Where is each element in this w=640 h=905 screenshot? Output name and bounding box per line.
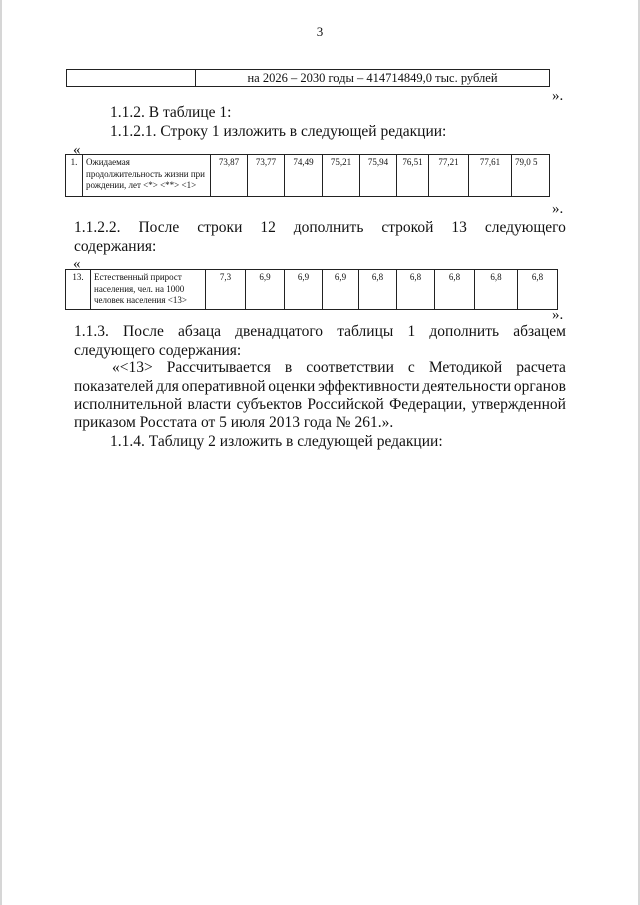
open-quote: « <box>73 142 81 158</box>
word: расчета <box>516 359 566 376</box>
word: таблицы <box>337 323 394 340</box>
value-cell: 6,9 <box>285 270 323 310</box>
note-13-line-1 <box>112 359 566 377</box>
value-cell: 6,8 <box>397 270 435 310</box>
value-cell: 6,8 <box>359 270 397 310</box>
item-1-1-2: 1.1.2. В таблице 1: <box>110 104 232 121</box>
word: После <box>123 323 164 340</box>
word: с <box>407 359 415 376</box>
word: Федерации, <box>389 396 467 413</box>
value-cell: 77,61 <box>469 155 512 197</box>
close-quote: ». <box>552 201 564 217</box>
word: двенадцатого <box>235 323 324 340</box>
note-13-line-2 <box>74 378 566 396</box>
item-1-1-4: 1.1.4. Таблицу 2 изложить в следующей редакции: <box>110 433 443 450</box>
note-13-line-4: приказом Росстата от 5 июля 2013 года № 261.». <box>74 414 394 431</box>
word: следующего <box>484 219 566 236</box>
word: для <box>156 378 179 395</box>
word: 1.1.2.2. <box>74 219 121 236</box>
indicator-label: Естественный прирост населения, чел. на 1000 человек населения <13> <box>91 270 206 310</box>
word: показателей <box>74 378 154 395</box>
item-1-1-2-1: 1.1.2.1. Строку 1 изложить в следующей редакции: <box>110 123 447 140</box>
word: Рассчитывается <box>166 359 271 376</box>
word: После <box>138 219 180 236</box>
word: эффективности <box>318 378 420 395</box>
word: утвержденной <box>471 396 566 413</box>
row-number: 13. <box>66 270 91 310</box>
page-number: 3 <box>316 24 324 39</box>
value-cell: 74,49 <box>285 155 323 197</box>
indicator-label: Ожидаемая продолжительность жизни при рождении, лет <*> <**> <1> <box>83 155 211 197</box>
value-cell: 73,77 <box>248 155 285 197</box>
value-cell: 77,21 <box>429 155 469 197</box>
word: власти <box>187 396 232 413</box>
item-1-1-2-2 <box>74 219 566 237</box>
value-cell: 75,21 <box>323 155 360 197</box>
value-cell: 6,9 <box>323 270 359 310</box>
word: деятельности <box>422 378 512 395</box>
open-quote: « <box>73 256 81 272</box>
word: Методикой <box>428 359 503 376</box>
word: абзацем <box>513 323 566 340</box>
value-cell: 6,8 <box>435 270 475 310</box>
word: субъектов <box>236 396 303 413</box>
value-cell: 7,3 <box>206 270 246 310</box>
funding-line: на 2026 – 2030 годы – 414714849,0 тыс. рублей <box>247 71 498 85</box>
word: 13 <box>451 219 467 236</box>
word: дополнить <box>293 219 364 236</box>
value-cell: 73,87 <box>211 155 248 197</box>
word: строкой <box>381 219 434 236</box>
word: «<13> <box>112 359 153 376</box>
value-cell: 79,0 5 <box>512 155 550 197</box>
word: 1 <box>407 323 416 340</box>
value-cell: 76,51 <box>397 155 429 197</box>
word: Российской <box>307 396 384 413</box>
value-cell: 6,8 <box>475 270 518 310</box>
word: органов <box>513 378 566 395</box>
word: в <box>284 359 293 376</box>
item-1-1-3-tail: следующего содержания: <box>74 342 242 359</box>
item-1-1-2-2-tail: содержания: <box>74 238 157 255</box>
close-quote: ». <box>552 88 564 104</box>
word: оперативной <box>181 378 266 395</box>
note-13-line-3 <box>74 396 566 414</box>
word: 1.1.3. <box>74 323 109 340</box>
funding-table-row <box>66 69 550 87</box>
word: строки <box>197 219 243 236</box>
word: исполнительной <box>74 396 183 413</box>
word: соответствии <box>306 359 394 376</box>
value-cell: 75,94 <box>360 155 397 197</box>
value-cell: 6,8 <box>518 270 558 310</box>
word: абзаца <box>178 323 221 340</box>
table-row-13 <box>65 269 558 310</box>
item-1-1-3 <box>74 323 566 341</box>
word: 12 <box>260 219 276 236</box>
word: оценки <box>268 378 316 395</box>
row-number: 1. <box>66 155 83 197</box>
table-row-1 <box>65 154 550 197</box>
close-quote: ». <box>552 307 564 323</box>
scan-edge-left <box>0 0 2 905</box>
word: дополнить <box>429 323 500 340</box>
value-cell: 6,9 <box>246 270 285 310</box>
